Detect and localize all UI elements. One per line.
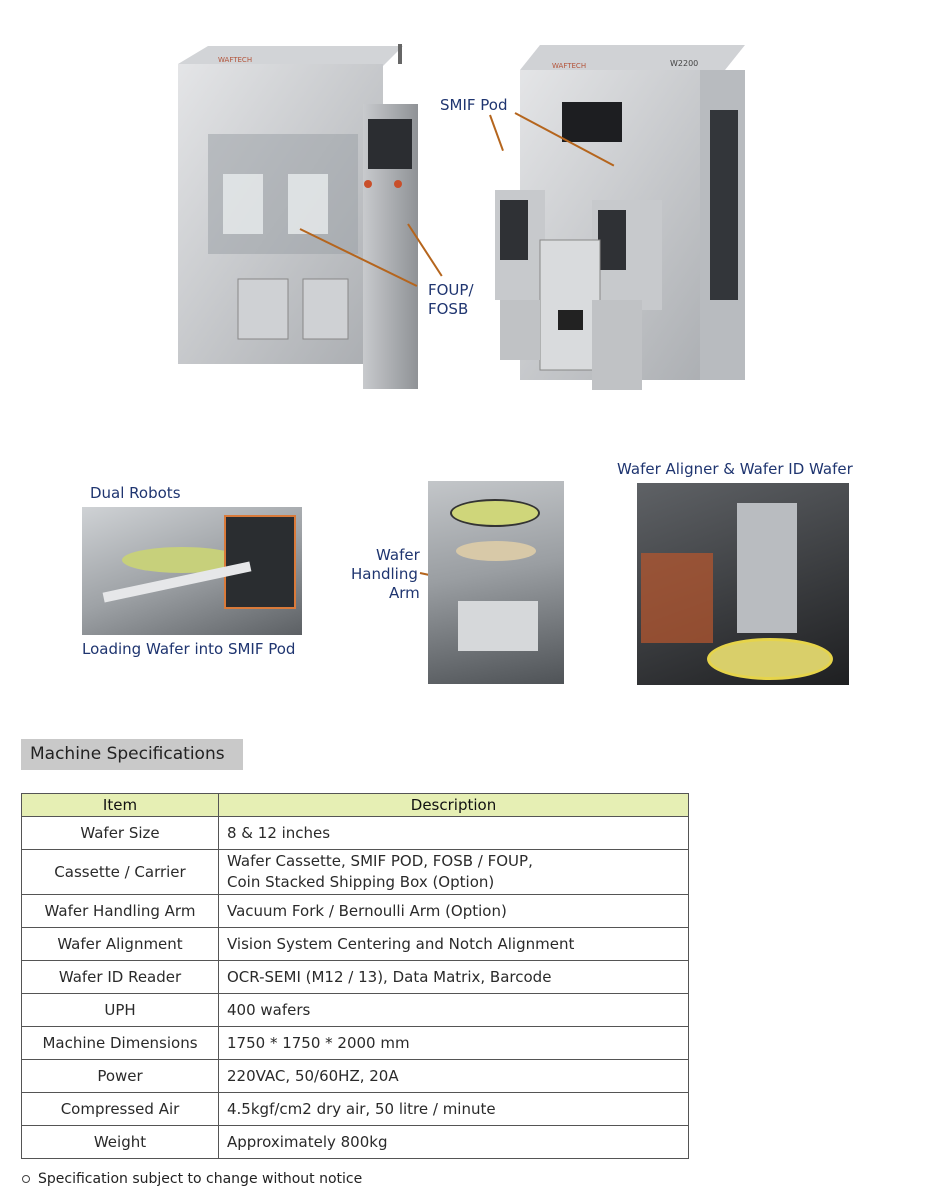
spec-desc: 400 wafers bbox=[219, 994, 689, 1027]
table-row bbox=[22, 961, 689, 994]
callout-dual-robots: Dual Robots bbox=[90, 484, 181, 502]
spec-desc: 4.5kgf/cm2 dry air, 50 litre / minute bbox=[219, 1093, 689, 1126]
spec-item: Wafer Alignment bbox=[22, 928, 219, 961]
spec-desc-line: Wafer Cassette, SMIF POD, FOSB / FOUP, bbox=[227, 852, 533, 870]
machine-back-logo: WAFTECH bbox=[552, 62, 587, 70]
photo-dual-robots bbox=[82, 507, 302, 635]
spec-desc-line: Coin Stacked Shipping Box (Option) bbox=[227, 873, 495, 891]
specs-table bbox=[21, 793, 689, 1159]
spec-desc: Approximately 800kg bbox=[219, 1126, 689, 1159]
callout-foup-line1: FOUP/ bbox=[428, 281, 474, 299]
table-row bbox=[22, 1027, 689, 1060]
table-row bbox=[22, 994, 689, 1027]
callout-arm-line2: Handling bbox=[351, 565, 418, 583]
photo-handling-arm bbox=[428, 481, 564, 684]
spec-note bbox=[22, 1171, 362, 1187]
table-row bbox=[22, 1093, 689, 1126]
spec-item: Compressed Air bbox=[22, 1093, 219, 1126]
spec-item: Wafer Size bbox=[22, 817, 219, 850]
table-row bbox=[22, 895, 689, 928]
machine-photo-back bbox=[480, 40, 748, 410]
callout-arm-line1: Wafer bbox=[376, 546, 420, 564]
upper-wafer bbox=[450, 499, 540, 527]
specs-header-row bbox=[22, 794, 689, 817]
spec-desc: Vision System Centering and Notch Alignment bbox=[219, 928, 689, 961]
lower-wafer bbox=[456, 541, 536, 561]
spec-item: Machine Dimensions bbox=[22, 1027, 219, 1060]
aligner-wafer bbox=[707, 638, 833, 680]
arm-block bbox=[458, 601, 538, 651]
aligner-panel bbox=[737, 503, 797, 633]
spec-item: UPH bbox=[22, 994, 219, 1027]
spec-item: Wafer Handling Arm bbox=[22, 895, 219, 928]
spec-desc: 8 & 12 inches bbox=[219, 817, 689, 850]
callout-smif-pod: SMIF Pod bbox=[440, 96, 508, 114]
photo-aligner bbox=[637, 483, 849, 685]
machine-front-logo: WAFTECH bbox=[218, 56, 253, 64]
spec-item: Power bbox=[22, 1060, 219, 1093]
spec-item: Cassette / Carrier bbox=[22, 850, 219, 895]
table-row bbox=[22, 928, 689, 961]
callout-arm-line3: Arm bbox=[389, 584, 420, 602]
callout-loading-wafer: Loading Wafer into SMIF Pod bbox=[82, 640, 296, 658]
header-description: Description bbox=[219, 794, 689, 817]
spec-item: Wafer ID Reader bbox=[22, 961, 219, 994]
spec-note-text: Specification subject to change without notice bbox=[38, 1171, 363, 1187]
aligner-window bbox=[641, 553, 713, 643]
machine-front-illustration bbox=[178, 44, 418, 400]
table-row bbox=[22, 1060, 689, 1093]
smif-pod-frame bbox=[224, 515, 296, 609]
callout-aligner: Wafer Aligner & Wafer ID Wafer bbox=[617, 460, 853, 478]
table-row bbox=[22, 1126, 689, 1159]
table-row bbox=[22, 817, 689, 850]
spec-desc: 1750 * 1750 * 2000 mm bbox=[219, 1027, 689, 1060]
machine-back-illustration bbox=[480, 40, 748, 410]
callout-foup-line2: FOSB bbox=[428, 300, 469, 318]
header-item: Item bbox=[22, 794, 219, 817]
spec-desc: OCR-SEMI (M12 / 13), Data Matrix, Barcode bbox=[219, 961, 689, 994]
spec-desc: Vacuum Fork / Bernoulli Arm (Option) bbox=[219, 895, 689, 928]
table-row bbox=[22, 850, 689, 895]
spec-item: Weight bbox=[22, 1126, 219, 1159]
specs-title: Machine Specifications bbox=[21, 739, 243, 770]
bullet-icon bbox=[22, 1175, 30, 1183]
spec-desc: 220VAC, 50/60HZ, 20A bbox=[219, 1060, 689, 1093]
spec-desc-multiline bbox=[219, 850, 689, 895]
machine-photo-front bbox=[178, 44, 418, 400]
machine-model-label: W2200 bbox=[670, 59, 699, 68]
